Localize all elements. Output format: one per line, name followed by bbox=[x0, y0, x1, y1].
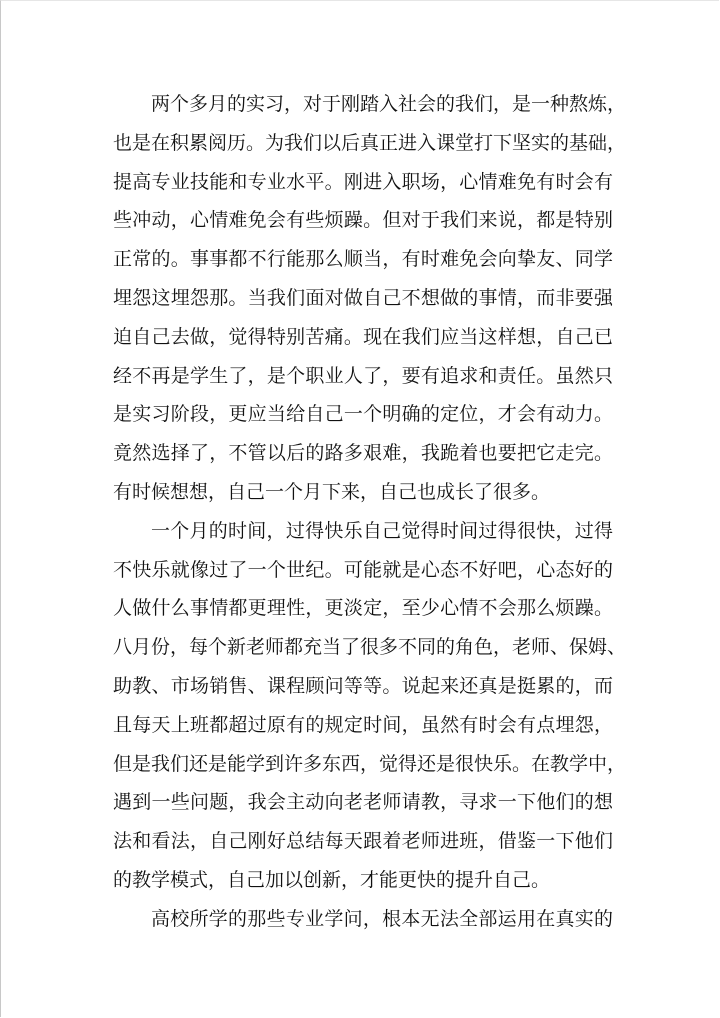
text-line: 也是在积累阅历。为我们以后真正进入课堂打下坚实的基础， bbox=[113, 131, 627, 154]
paragraph-2 bbox=[113, 512, 627, 900]
paragraph-1 bbox=[113, 85, 627, 512]
text-line: 但是我们还是能学到许多东西，觉得还是很快乐。在教学中， bbox=[113, 752, 627, 775]
paragraph-3 bbox=[113, 900, 613, 939]
text-line: 正常的。事事都不行能那么顺当，有时难免会向挚友、同学 bbox=[113, 248, 613, 271]
text-line: 是实习阶段，更应当给自己一个明确的定位，才会有动力。 bbox=[113, 403, 613, 426]
text-line: 两个多月的实习，对于刚踏入社会的我们，是一种熬炼， bbox=[151, 93, 627, 115]
text-line: 迫自己去做，觉得特别苦痛。现在我们应当这样想，自己已 bbox=[113, 325, 613, 348]
text-line: 埋怨这埋怨那。当我们面对做自己不想做的事情，而非要强 bbox=[113, 286, 613, 309]
text-line: 一个月的时间，过得快乐自己觉得时间过得很快，过得 bbox=[151, 519, 613, 542]
text-line: 经不再是学生了，是个职业人了，要有追求和责任。虽然只 bbox=[113, 364, 613, 387]
text-line: 些冲动，心情难免会有些烦躁。但对于我们来说，都是特别 bbox=[113, 209, 613, 232]
text-line: 提高专业技能和专业水平。刚进入职场，心情难免有时会有 bbox=[113, 170, 613, 193]
text-line: 有时候想想，自己一个月下来，自己也成长了很多。 bbox=[113, 480, 551, 503]
text-line: 不快乐就像过了一个世纪。可能就是心态不好吧，心态好的 bbox=[113, 558, 613, 581]
text-line: 法和看法，自己刚好总结每天跟着老师进班，借鉴一下他们 bbox=[113, 830, 613, 853]
text-line: 竟然选择了，不管以后的路多艰难，我跪着也要把它走完。 bbox=[113, 442, 613, 465]
text-line: 的教学模式，自己加以创新，才能更快的提升自己。 bbox=[113, 868, 551, 891]
text-line: 且每天上班都超过原有的规定时间，虽然有时会有点埋怨， bbox=[113, 713, 613, 736]
text-line: 八月份，每个新老师都充当了很多不同的角色，老师、保姆、 bbox=[113, 636, 627, 659]
text-line: 遇到一些问题，我会主动向老老师请教，寻求一下他们的想 bbox=[113, 791, 613, 814]
text-line: 高校所学的那些专业学问，根本无法全部运用在真实的 bbox=[151, 907, 613, 930]
text-line: 人做什么事情都更理性，更淡定，至少心情不会那么烦躁。 bbox=[113, 597, 613, 620]
body-text bbox=[113, 85, 627, 939]
text-line: 助教、市场销售、课程顾问等等。说起来还真是挺累的，而 bbox=[113, 674, 613, 697]
